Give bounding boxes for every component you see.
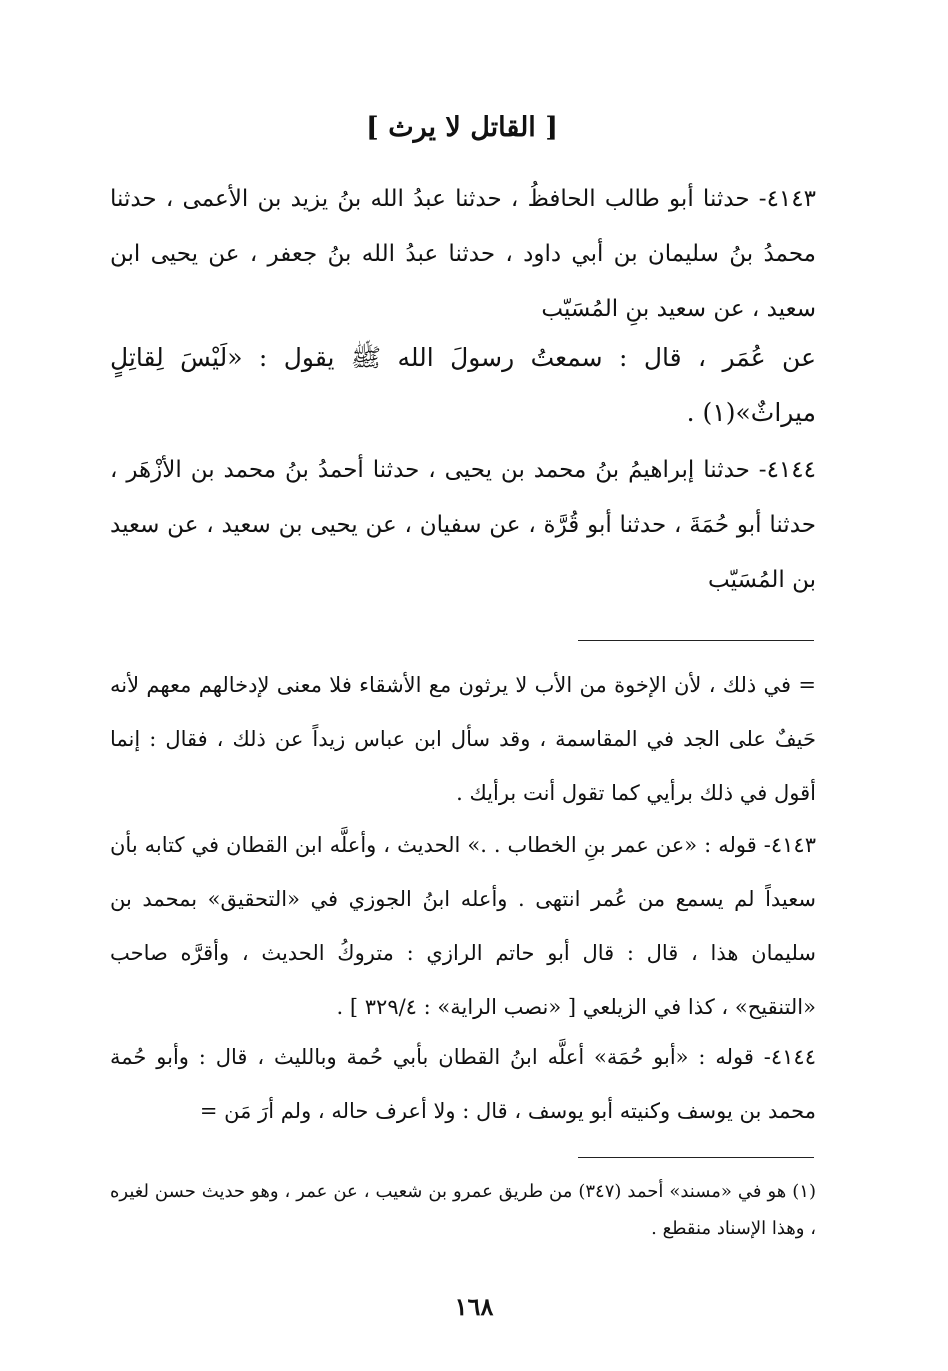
main-text-divider (578, 640, 814, 641)
hadith-4143-matn: عن عُمَر ، قال : سمعتُ رسولَ الله ﷺ يقول : «لَيْسَ لِقاتِلٍ ميراثٌ»(١) . (110, 343, 816, 427)
footnote-divider (578, 1157, 814, 1158)
hadith-4143-isnad: ٤١٤٣- حدثنا أبو طالب الحافظُ ، حدثنا عبدُ الله بنُ يزيد بن الأعمى ، حدثنا محمدُ بنُ سليمان بن أبي داود ، حدثنا عبدُ الله بنُ جعفر ، عن يحيى ابن سعيد ، عن سعيد بنِ المُسَيّب (110, 186, 816, 322)
commentary-4143: ٤١٤٣- قوله : «عن عمر بنِ الخطاب . .» الحديث ، وأعلَّه ابن القطان في كتابه بأن سعيداً لم يسمع من عُمر انتهى . وأعله ابنُ الجوزي في «التحقيق» بمحمد بن سليمان هذا ، قال : قال أبو حاتم الرازي : متروكُ الحديث ، وأقرَّه صاحب «التنقيح» ، كذا في الزيلعي [ «نصب الراية» : ٣٢٩/٤ ] . (110, 833, 816, 1019)
commentary-4144: ٤١٤٤- قوله : «أبو حُمَة» أعلَّه ابنُ القطان بأبي حُمة وبالليث ، قال : وأبو حُمة محمد بن يوسف وكنيته أبو يوسف ، قال : ولا أعرف حاله ، ولم أرَ مَن = (110, 1045, 816, 1123)
commentary-continuation: = في ذلك ، لأن الإخوة من الأب لا يرثون مع الأشقاء فلا معنى لإدخالهم معهم لأنه حَيفٌ على الجد في المقاسمة ، وقد سأل ابن عباس زيداً عن ذلك ، فقال : إنما أقول في ذلك برأيي كما تقول أنت برأيك . (110, 673, 816, 805)
footnote-1: (١) هو في «مسند» أحمد (٣٤٧) من طريق عمرو بن شعيب ، عن عمر ، وهو حديث حسن لغيره ، وهذا الإسناد منقطع . (110, 1181, 816, 1239)
page-number: ١٦٨ (454, 1292, 494, 1321)
section-title: [ القاتل لا يرث ] (366, 112, 558, 143)
hadith-4144-isnad: ٤١٤٤- حدثنا إبراهيمُ بنُ محمد بن يحيى ، حدثنا أحمدُ بنُ محمد بن الأزْهَر ، حدثنا أبو حُمَةَ ، حدثنا أبو قُرَّة ، عن سفيان ، عن يحيى بن سعيد ، عن سعيد بن المُسَيّب (110, 457, 816, 593)
